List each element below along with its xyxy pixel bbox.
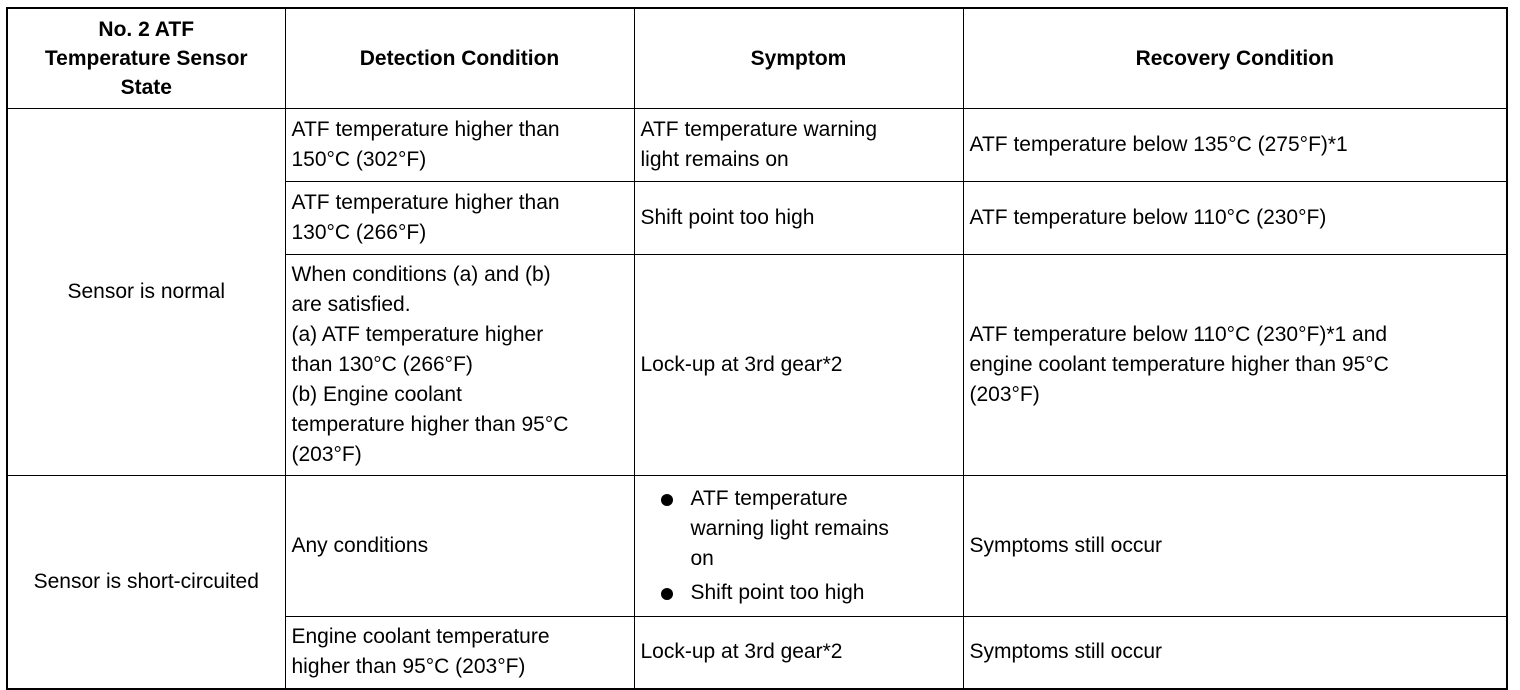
text-line: (b) Engine coolant [291,382,462,406]
text-line: higher than 95°C (203°F) [291,655,526,679]
detection-cell [285,254,634,475]
symptom-cell [634,181,963,254]
header-state-line: State [120,75,172,99]
text-line: warning light remains [690,516,889,540]
text-line: (a) ATF temperature higher [291,322,544,346]
recovery-cell [963,254,1507,475]
recovery-cell [963,616,1507,689]
recovery-cell [963,181,1507,254]
header-symptom: Symptom [634,8,963,108]
detection-cell [285,181,634,254]
text-line: ATF temperature higher than [291,117,560,141]
detection-cell [285,616,634,689]
text-line: Shift point too high [690,580,865,604]
text-line: are satisfied. [291,292,411,316]
text-line: ATF temperature higher than [291,190,560,214]
symptom-cell [634,108,963,181]
symptom-bullet-list [641,484,957,608]
text-line: Symptoms still occur [969,533,1163,557]
text-line: ATF temperature below 135°C (275°F)*1 [969,132,1348,156]
state-cell-normal: Sensor is normal [7,108,285,475]
text-line: Engine coolant temperature [291,625,550,649]
text-line: Shift point too high [640,205,815,229]
header-state-line: No. 2 ATF [98,17,195,41]
recovery-cell [963,108,1507,181]
header-recovery-condition: Recovery Condition [963,8,1507,108]
header-detection-condition: Detection Condition [285,8,634,108]
text-line: temperature higher than 95°C [291,412,569,436]
list-item [641,484,957,574]
text-line: Lock-up at 3rd gear*2 [640,352,843,376]
text-line: ATF temperature below 110°C (230°F) [969,205,1327,229]
text-line: engine coolant temperature higher than 95°C [969,352,1389,376]
text-line: Any conditions [291,533,429,557]
header-row [7,8,1507,108]
detection-cell [285,475,634,616]
spec-sheet [6,7,1508,690]
sensor-state-table [6,7,1508,690]
symptom-cell [634,475,963,616]
bullet-icon [661,494,673,506]
text-line: ATF temperature below 110°C (230°F)*1 and [969,322,1388,346]
list-item [641,578,957,608]
state-cell-short-circuited: Sensor is short-circuited [7,475,285,689]
bullet-icon [661,588,673,600]
recovery-cell [963,475,1507,616]
text-line: 150°C (302°F) [291,147,427,171]
detection-cell [285,108,634,181]
text-line: 130°C (266°F) [291,220,427,244]
symptom-cell [634,616,963,689]
symptom-cell [634,254,963,475]
text-line: When conditions (a) and (b) [291,262,551,286]
table-row [7,108,1507,181]
text-line: ATF temperature warning [640,117,878,141]
text-line: Lock-up at 3rd gear*2 [640,640,843,664]
table-row [7,475,1507,616]
text-line: (203°F) [969,382,1040,406]
text-line: on [690,546,714,570]
text-line: Symptoms still occur [969,640,1163,664]
header-state-line: Temperature Sensor [44,46,248,70]
text-line: ATF temperature [690,486,848,510]
text-line: light remains on [640,147,789,171]
text-line: than 130°C (266°F) [291,352,473,376]
header-sensor-state [7,8,285,108]
text-line: (203°F) [291,442,362,466]
